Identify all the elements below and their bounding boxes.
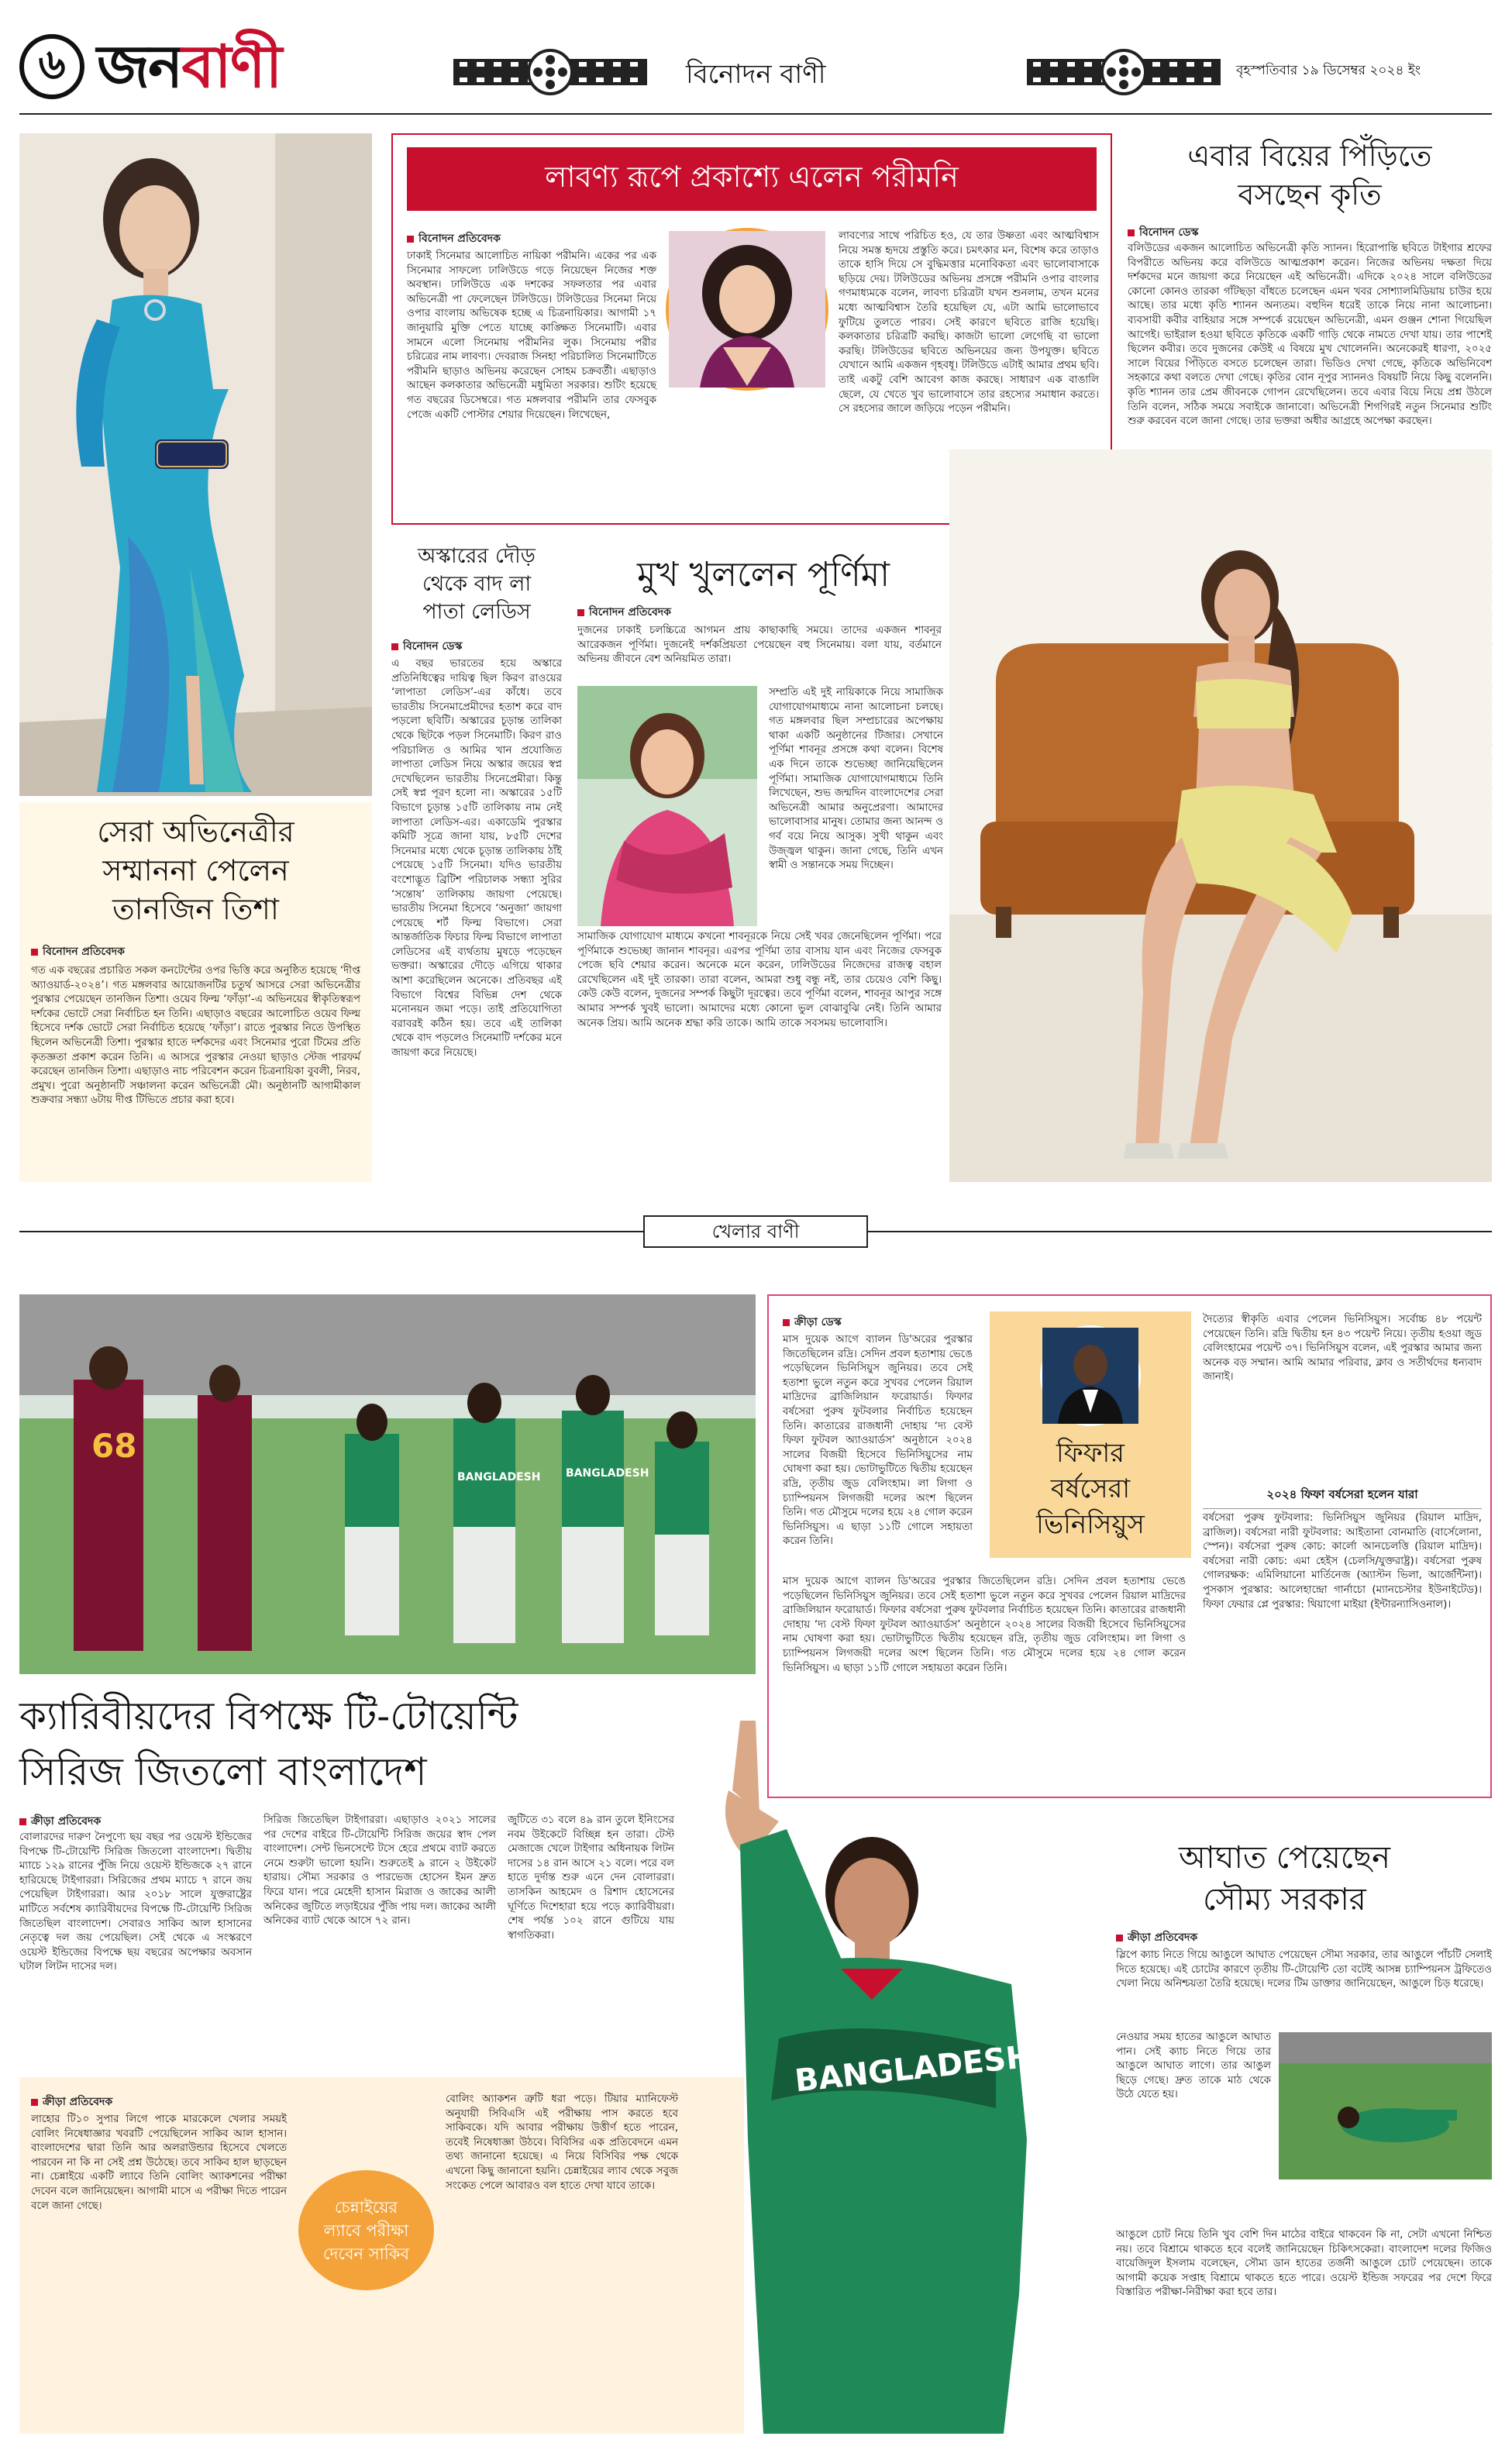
shakib-body-col2: বোলিং অ্যাকশন ত্রুটি ধরা পড়ে। টিয়ার ম্যানিফেস্ট অনুযায়ী সিবিএসি এই পরীক্ষায় পাস করতে হবে সাকিবকে। যদি আবার পরীক্ষায় উত্তীর্ণ হতে পারেন, তবেই নিষেধাজ্ঞা উঠবে। বিবিসির এক প্রতিবেদনে এমন তথ্য জানানো হয়েছে। এ নিয়ে বিসিবির পক্ষ থেকে এখনো কিছু জানানো হয়নি। চেন্নাইয়ের ল্যাব থেকে সবুজ সংকেত পেলে আবারও বল হাতে দেখা যাবে তাকে। bbox=[446, 2093, 678, 2192]
purnima-body-top: দুজনের ঢাকাই চলচ্চিত্রে আগমন প্রায় কাছাকাছি সময়ে। তাদের একজন শাবনূর আরেকজন পূর্ণিমা। দুজনেই দর্শকপ্রিয়তা পেয়েছেন বহু সিনেমায়। বলা যায়, বর্তমানে অভিনয় জীবনে বেশ অনিয়মিত তারা। bbox=[577, 625, 942, 666]
vinicius-list: বর্ষসেরা পুরুষ ফুটবলার: ভিনিসিয়ুস জুনিয়র (রিয়াল মাদ্রিদ, ব্রাজিল)। বর্ষসেরা নারী ফুটবলার: আইতানা বোনমাতি (বার্সেলোনা, স্পেন)। বর্ষসেরা পুরুষ কোচ: কার্লো আনচেলত্তি (রিয়াল মাদ্রিদ)। বর্ষসেরা নারী কোচ: এমা হেইস (চেলসি/যুক্তরাষ্ট্র)। বর্ষসেরা পুরুষ গোলরক্ষক: এমিলিয়ানো মার্তিনেজ (অ্যাস্টন ভিলা, আর্জেন্টিনা)। পুসকাস পুরস্কার: আলেহান্দ্রো গার্নাচো (ম্যানচেস্টার ইউনাইটেড)। ফিফা ফেয়ার প্লে পুরস্কার: থিয়াগো মাইয়া (ইন্টারন্যাসিওনাল)। bbox=[1203, 1512, 1482, 1611]
shakib-jersey-text: BANGLADESH bbox=[793, 2038, 1034, 2100]
shakib-headline-oval bbox=[298, 2170, 434, 2290]
vinicius-box-l3: ভিনিসিয়ুস bbox=[1036, 1509, 1145, 1540]
oscar-headline-l3: পাতা লেডিস bbox=[422, 600, 531, 624]
date-line: বৃহস্পতিবার ১৯ ডিসেম্বর ২০২৪ ইং bbox=[1236, 63, 1421, 78]
cricket-byline: ক্রীড়া প্রতিবেদক bbox=[19, 1812, 101, 1831]
vinicius-byline: ক্রীড়া ডেস্ক bbox=[783, 1313, 842, 1332]
shakib-headline-l3: দেবেন সাকিব bbox=[322, 2244, 410, 2263]
porimoni-body-col1: ঢাকাই সিনেমার আলোচিত নায়িকা পরীমনি। একের পর এক সিনেমার সাফল্যে ঢালিউডে গড়ে নিয়েছেন নিজের শক্ত অবস্থান। ঢালিউডে এক দশকের সফলতার পর এবার অভিনেত্রী পা ফেলেছেন টলিউডে। টলিউডের সিনেমা নিয়ে ওপার বাংলায় অভিষেক হচ্ছে এ চিত্রনায়িকার। আগামী ১৭ জানুয়ারি মুক্তি পেতে যাচ্ছে কাঙ্ক্ষিত সিনেমাটি। এবার সামনে এলো সিনেমায় পরীমনির লুক। সিনেমায় পরীর চরিত্রের নাম লাবণ্য। দেবরাজ সিনহা পরিচালিত সিনেমাটিতে পরীমনি ছাড়াও অভিনয় করেছেন সোহম চক্রবর্তী। এছাড়াও আছেন কলকাতার অভিনেত্রী মধুমিতা সরকার। শুটিং হয়েছে গত বছরের ডিসেম্বরে। গত মঙ্গলবার পরীমনি তার ফেসবুক পেজে একটি পোস্টার শেয়ার দিয়েছেন। লিখেছেন, bbox=[407, 250, 656, 421]
cricket-headline-l2: সিরিজ জিতলো বাংলাদেশ bbox=[19, 1749, 427, 1794]
shakib-headline-l2: ল্যাবে পরীক্ষা bbox=[323, 2221, 409, 2240]
soumya-headline bbox=[1077, 1837, 1492, 1921]
purnima-body-side: সম্প্রতি এই দুই নায়িকাকে নিয়ে সামাজিক যোগাযোগমাধ্যমে নানা আলোচনা চলছে। গত মঙ্গলবার ছিল সম্প্রচারের অপেক্ষায় থাকা একটি অনুষ্ঠানের টিজার। সেখানে পূর্ণিমা শাবনূর প্রসঙ্গে কথা বলেন। বিশেষ এক দিনে তাকে শুভেচ্ছা জানিয়েছিলেন পূর্ণিমা। সামাজিক যোগাযোগমাধ্যমে তিনি লিখেছেন, শুভ জন্মদিন বাংলাদেশের সেরা অভিনেত্রী আমার অনুপ্রেরণা। আমাদের ভালোবাসার মানুষ। তোমার জন্য আনন্দ ও গর্ব বয়ে নিয়ে আসুক। সুখী থাকুন এবং উজ্জ্বল থাকুন। জানা গেছে, তিনি এখন স্বামী ও সন্তানকে সময় দিচ্ছেন। bbox=[769, 687, 943, 872]
tisha-headline-l1: সেরা অভিনেত্রীর bbox=[97, 815, 294, 849]
kriti-body: বলিউডের একজন আলোচিত অভিনেত্রী কৃতি স্যানন। হিরোপান্তি ছবিতে টাইগার শ্রফের বিপরীতে অভিনয় করে বলিউডে আত্মপ্রকাশ করেন। নিজের অভিনয় দক্ষতা দিয়ে দর্শকদের মনে জায়গা করে নিয়েছেন এই অভিনেত্রী। এদিকে ২০২৪ সালে বলিউডের কোনো কোনও তারকা গাঁটছড়া বাঁধতে চলেছেন এমন খবর সোশ্যালমিডিয়ায় চাউর হয়ে আছে। তার মধ্যে কৃতি শ্যানন অন্যতম। বহুদিন ধরেই তাকে নিয়ে নানা আলোচনা। ব্যবসায়ী কবীর বাহিয়ার সঙ্গে সম্পর্কে রয়েছেন অভিনেত্রী, এমন গুঞ্জন শোনা গিয়েছিল আগেই। ভাইরাল হওয়া ছবিতে কৃতিকে একটি গাড়ি থেকে নামতে দেখা যায়। তার পাশেই ছিলেন কবীর। তবে দুজনের কেউই এ বিষয়ে মুখ খোলেননি। অনেকেরই ধারণা, ২০২৫ সালে বিয়ের পিঁড়িতে বসতে চলেছেন তারা। ভিডিও দেখা গেছে, কৃতিকে অভিনিবেশ সহকারে কথা বলতে দেখা গেছে। কৃতির বোন নূপুর স্যাননও বিষয়টি নিয়ে কিছু বলেননি। কৃতি শ্যানন তার প্রেম জীবনকে গোপন রেখেছিলেন। তবে এবার বিয়ে নিয়ে প্রশ্ন উঠলে তিনি বলেন, সঠিক সময়ে সবাইকে জানাবো। অভিনেত্রী শিগগিরই নতুন সিনেমার শুটিং শুরু করবেন বলে জানা গেছে। তার ভক্তরা অধীর আগ্রহে অপেক্ষা করছেন। bbox=[1128, 243, 1492, 428]
cricket-body-col1: বোলারদের দারুণ নৈপুণ্যে ছয় বছর পর ওয়েস্ট ইন্ডিজের বিপক্ষে টি-টোয়েন্টি সিরিজ জিতলো বাংলাদেশ। দ্বিতীয় ম্যাচে ১২৯ রানের পুঁজি নিয়ে ওয়েস্ট ইন্ডিজকে ২৭ রানে হারিয়েছে টাইগাররা। সিরিজের প্রথম ম্যাচে ৭ রানে জয় পেয়েছিল টাইগাররা। আর ২০১৮ সালে যুক্তরাষ্ট্রের মাটিতে সর্বশেষ ক্যারিবীয়দের বিপক্ষে টি-টোয়েন্টি সিরিজ জিতেছিল বাংলাদেশ। সেবারও সাকিব আল হাসানের নেতৃত্বে দল জয় পেয়েছিল। সেই থেকে এ সংস্করণে ওয়েস্ট ইন্ডিজের বিপক্ষে ছয় বছরের অপেক্ষার অবসান ঘটাল লিটন দাসের দল। bbox=[19, 1831, 252, 1973]
porimoni-headline-box bbox=[407, 147, 1097, 211]
vinicius-subhead: ২০২৪ ফিফা বর্ষসেরা হলেন যারা bbox=[1203, 1486, 1482, 1509]
film-reel-icon bbox=[453, 45, 647, 99]
sports-section-label: খেলার বাণী bbox=[643, 1215, 868, 1248]
logo-text bbox=[97, 29, 281, 104]
soumya-body-top: স্লিপে ক্যাচ নিতে গিয়ে আঙুলে আঘাত পেয়েছেন সৌম্য সরকার, তার আঙুলে পাঁচটি সেলাই দিতে হয়েছে। এই চোটের কারণে তৃতীয় টি-টোয়েন্টি তো বটেই আসন্ন চ্যাম্পিয়নস ট্রফিতেও খেলা নিয়ে অনিশ্চয়তা তৈরি হয়েছে। দলের টিম ডাক্তার জানিয়েছেন, আঙুলে চিড় ধরেছে। bbox=[1116, 1949, 1492, 1990]
oscar-byline: বিনোদন ডেস্ক bbox=[391, 637, 463, 656]
purnima-body-bottom: সামাজিক যোগাযোগ মাধ্যমে কখনো শাবনূরকে নিয়ে সেই খবর জেনেছিলেন পূর্ণিমা। পরে পূর্ণিমাকে শুভেচ্ছা জানান শাবনূর। এরপর পূর্ণিমা তার বাসায় যান এবং নিজের ফেসবুক পেজে ছবি শেয়ার করেন। অনেকে মনে করেন, ঢালিউডের নিজেদের রাজত্ব বহাল রেখেছিলেন এই দুই তারকা। তারা বলেন, আমরা শুধু বন্ধু নই, তার চেয়েও বেশি কিছু। কেউ কেউ বলেন, দুজনের সম্পর্ক কিছুটা দূরত্বের। তবে পূর্ণিমা বলেন, শাবনূর আপুর সঙ্গে আমার সম্পর্ক খুবই ভালো। আমাদের মধ্যে কোনো ভুল বোঝাবুঝি নেই। তিনি আমার অনেক প্রিয়। আমি অনেক শ্রদ্ধা করি তাকে। আমি তাকে সবসময় ভালোবাসি। bbox=[577, 931, 942, 1029]
cricket-photo bbox=[19, 1294, 756, 1674]
vinicius-photo bbox=[1040, 1325, 1141, 1426]
soumya-headline-l2: সৌম্য সরকার bbox=[1203, 1882, 1366, 1918]
shakib-headline-l1: চেন্নাইয়ের bbox=[334, 2197, 398, 2217]
oscar-headline-l1: অস্কারের দৌড় bbox=[418, 544, 536, 568]
kriti-byline: বিনোদন ডেস্ক bbox=[1128, 223, 1199, 242]
tisha-headline bbox=[27, 812, 364, 929]
kriti-headline bbox=[1128, 136, 1492, 214]
soumya-headline-l1: আঘাত পেয়েছেন bbox=[1179, 1840, 1390, 1876]
logo-text-b: বাণী bbox=[181, 32, 281, 101]
logo-text-a: জন bbox=[97, 32, 182, 101]
kriti-headline-l1: এবার বিয়ের পিঁড়িতে bbox=[1187, 139, 1432, 173]
porimoni-headline: লাবণ্য রূপে প্রকাশ্যে এলেন পরীমনি bbox=[545, 160, 959, 194]
vinicius-box-l1: ফিফার bbox=[1056, 1438, 1125, 1469]
tisha-photo bbox=[19, 133, 372, 796]
wi-shirt-number: 68 bbox=[91, 1427, 137, 1465]
oscar-headline bbox=[391, 543, 562, 626]
cricket-headline-l1: ক্যারিবীয়দের বিপক্ষে টি-টোয়েন্টি bbox=[19, 1694, 518, 1738]
bd-jersey-text-2: BANGLADESH bbox=[566, 1467, 649, 1480]
soumya-body-bottom: আঙুলে চোট নিয়ে তিনি খুব বেশি দিন মাঠের বাইরে থাকবেন কি না, সেটা এখনো নিশ্চিত নয়। তবে বিশ্রামে থাকতে হবে বলেই জানিয়েছেন চিকিৎসকেরা। বাংলাদেশ দলের ফিজিও বায়েজিদুল ইসলাম বলেছেন, সৌম্য ডান হাতের তর্জনী আঙুলে চোট পেয়েছেন। তাকে আগামী কয়েক সপ্তাহ বিশ্রামে থাকতে হতে পারে। ওয়েস্ট ইন্ডিজ সফরের পর দেশে ফিরে বিস্তারিত পরীক্ষা-নিরীক্ষা করা হবে তার। bbox=[1116, 2229, 1492, 2299]
cricket-body-col3: জুটিতে ৩১ বলে ৪৯ রান তুলে ইনিংসের নবম উইকেটে বিচ্ছিন্ন হন তারা। টেস্ট মেজাজে খেলে টাইগার অধিনায়ক লিটন দাসের ১৪ রান আসে ২১ বলে। পরে বল হাতে দুর্দান্ত শুরু এনে দেন বোলাররা। তাসকিন আহমেদ ও রিশাদ হোসেনের ঘূর্ণিতে দিশেহারা হয়ে পড়ে ক্যারিবীয়রা। শেষ পর্যন্ত ১০২ রানে গুটিয়ে যায় স্বাগতিকরা। bbox=[508, 1814, 674, 1942]
masthead bbox=[19, 22, 1492, 115]
vinicius-body-col1b: মাস দুয়েক আগে ব্যালন ডি'অরের পুরস্কার জিতেছিলেন রদ্রি। সেদিন প্রবল হতাশায় ভেঙে পড়েছিলেন ভিনিসিয়ুস জুনিয়র। তবে সেই হতাশা ভুলে নতুন করে সুখবর পেলেন রিয়াল মাদ্রিদের ব্রাজিলিয়ান ফরোয়ার্ড। ফিফার বর্ষসেরা পুরুষ ফুটবলার নির্বাচিত হয়েছেন তিনি। কাতারের রাজধানী দোহায় ‘দ্য বেস্ট ফিফা ফুটবল অ্যাওয়ার্ডস’ অনুষ্ঠানে ২০২৪ সালের বিজয়ী হিসেবে ভিনিসিয়ুসের নাম ঘোষণা করা হয়। ভোটাভুটিতে দ্বিতীয় হয়েছেন রদ্রি, তৃতীয় জুড বেলিংহাম। লা লিগা ও চ্যাম্পিয়নস লিগজয়ী দলের অংশ ছিলেন তিনি। গত মৌসুমে দলের হয়ে ২৪ গোল করেন ভিনিসিয়ুস। এ ছাড়া ১১টি গোলে সহায়তা করেন তিনি। bbox=[783, 1575, 1186, 1792]
soumya-photo bbox=[1279, 2032, 1492, 2179]
vinicius-body-col2: দৈত্যের স্বীকৃতি এবার পেলেন ভিনিসিয়ুস। সর্বোচ্চ ৪৮ পয়েন্ট পেয়েছেন তিনি। রদ্রি দ্বিতীয় হন ৪৩ পয়েন্ট নিয়ে। তৃতীয় হওয়া জুড বেলিংহামের পয়েন্ট ৩৭। ভিনিসিয়ুস বলেন, এই পুরস্কার আমার জন্য অনেক বড় সম্মান। আমি আমার পরিবার, ক্লাব ও সতীর্থদের ধন্যবাদ জানাই। bbox=[1203, 1314, 1482, 1383]
kriti-photo bbox=[949, 450, 1492, 1182]
logo-mark: ৬ bbox=[19, 34, 84, 99]
bd-jersey-text: BANGLADESH bbox=[457, 1471, 541, 1483]
porimoni-photo bbox=[666, 228, 828, 391]
porimoni-byline: বিনোদন প্রতিবেদক bbox=[407, 229, 501, 248]
oscar-headline-l2: থেকে বাদ লা bbox=[422, 572, 532, 596]
porimoni-body-col2: লাবণ্যের সাথে পরিচিত হও, যে তার উষ্ণতা এবং আত্মবিশ্বাস নিয়ে সমস্ত হৃদয়ে প্রস্তুতি করে। চমৎকার মন, বিশেষ করে তাড়াও তাকে হাসি দিয়ে সে বুদ্ধিমত্তার মনোবিকতা এবং ভালোবাসাকে ছড়িয়ে দেয়। টলিউডের অভিনয় প্রসঙ্গে পরীমনি ওপার বাংলার গণমাধ্যমকে বলেন, লাবণ্য চরিত্রটা যখন শুনলাম, তখন মনের মধ্যে আত্মবিশ্বাস তৈরি হয়েছিল যে, এটা আমি ভালোভাবে ফুটিয়ে তুলতে পারব। সেই কারণে ছবিতে রাজি হয়েছি। কলকাতার চরিত্রটি করছি। কাজটা ভালো লেগেছি বা ভালো করছি। টলিউডের ছবিতে অভিনয়ের জন্য উপযুক্ত। ছবিতে যেখানে আমি একজন গৃহবধূ। টলিউডে এটাই আমার প্রথম ছবি। তাই একটু বেশি আবেগ কাজ করছে। সাধারণ এক বাঙালি ছেলে, যে খেতে খুব ভালোবাসে তার রহস্যের সমাধান করতে। সে রহস্যের জালে জড়িয়ে পড়েন পরীমনি। bbox=[839, 230, 1099, 415]
purnima-headline: মুখ খুললেন পূর্ণিমা bbox=[637, 555, 890, 594]
tisha-headline-l2: সম্মাননা পেলেন bbox=[102, 853, 289, 887]
tisha-byline: বিনোদন প্রতিবেদক bbox=[31, 942, 125, 961]
vinicius-box-headline bbox=[990, 1435, 1191, 1542]
vinicius-body-col1: মাস দুয়েক আগে ব্যালন ডি'অরের পুরস্কার জিতেছিলেন রদ্রি। সেদিন প্রবল হতাশায় ভেঙে পড়েছিলেন ভিনিসিয়ুস জুনিয়র। তবে সেই হতাশা ভুলে নতুন করে সুখবর পেলেন রিয়াল মাদ্রিদের ব্রাজিলিয়ান ফরোয়ার্ড। ফিফার বর্ষসেরা পুরুষ ফুটবলার নির্বাচিত হয়েছেন তিনি। কাতারের রাজধানী দোহায় ‘দ্য বেস্ট ফিফা ফুটবল অ্যাওয়ার্ডস’ অনুষ্ঠানে ২০২৪ সালের বিজয়ী হিসেবে ভিনিসিয়ুসের নাম ঘোষণা করা হয়। ভোটাভুটিতে দ্বিতীয় হয়েছেন রদ্রি, তৃতীয় জুড বেলিংহাম। লা লিগা ও চ্যাম্পিয়নস লিগজয়ী দলের অংশ ছিলেন তিনি। গত মৌসুমে দলের হয়ে ২৪ গোল করেন ভিনিসিয়ুস। এ ছাড়া ১১টি গোলে সহায়তা করেন তিনি। bbox=[783, 1334, 973, 1548]
logo bbox=[19, 29, 407, 107]
soumya-body-side: নেওয়ার সময় হাতের আঙুলে আঘাত পান। সেই ক্যাচ নিতে গিয়ে তার আঙুলে আঘাত লাগে। তার আঙুল ছিড়ে গেছে। দ্রুত তাকে মাঠ থেকে উঠে যেতে হয়। bbox=[1116, 2031, 1271, 2101]
section-title: বিনোদন বাণী bbox=[686, 59, 826, 90]
vinicius-box-l2: বর্ষসেরা bbox=[1050, 1473, 1131, 1504]
cricket-headline bbox=[19, 1688, 717, 1800]
tisha-body: গত এক বছরের প্রচারিত সকল কনটেন্টের ওপর ভিত্তি করে অনুষ্ঠিত হয়েছে ‘দীপ্ত অ্যাওয়ার্ড-২০২৪’। গত মঙ্গলবার আয়োজনটির চতুর্থ আসরে সেরা অভিনেত্রীর পুরস্কার পেয়েছেন তানজিন তিশা। ওয়েব ফিল্ম ‘ফাঁড়া’-এ অভিনয়ের স্বীকৃতিস্বরূপ দর্শকের ভোটে সেরা নির্বাচিত হন তিনি। এছাড়াও বছরের আলোচিত ওয়েব ফিল্ম হিসেবে দর্শক ভোটে সেরা নির্বাচিত হয়েছে ‘ফাঁড়া’। রাতে পুরস্কার নিতে উপস্থিত ছিলেন অভিনেত্রী তিশা। পুরস্কার হাতে দর্শকদের এবং সিনেমার পুরো টিমের প্রতি কৃতজ্ঞতা প্রকাশ করেন তিনি। এ আসরে পুরস্কার নেওয়া ছাড়াও স্টেজ পারফর্ম করেছেন তানজিন তিশা। এছাড়াও নাচ পরিবেশন করেন চিত্রনায়িকা বুবলী, নিরব, প্রমুখ। পুরো অনুষ্ঠানটি সঞ্চালনা করেন অভিনেত্রী মৌ। অনুষ্ঠানটি আগামীকাল শুক্রবার সন্ধ্যা ৬টায় দীপ্ত টিভিতে প্রচার করা হবে। bbox=[31, 965, 360, 1107]
purnima-photo bbox=[577, 686, 757, 926]
shakib-byline: ক্রীড়া প্রতিবেদক bbox=[31, 2093, 112, 2111]
vinicius-feature-box bbox=[990, 1311, 1191, 1558]
kriti-headline-l2: বসছেন কৃতি bbox=[1238, 177, 1382, 212]
cricket-body-col2: সিরিজ জিতেছিল টাইগাররা। এছাড়াও ২০২১ সালের পর দেশের বাইরে টি-টোয়েন্টি সিরিজ জয়ের স্বাদ পেল বাংলাদেশ। সেন্ট ভিনসেন্টে টসে হেরে প্রথমে ব্যাট করতে নেমে শুরুটা ভালো হয়নি। শুরুতেই ৯ রানে ২ উইকেট হারায়। সৌম্য সরকার ও পারভেজ হোসেন ইমন দ্রুত ফিরে যান। পরে মেহেদী হাসান মিরাজ ও জাকের আলী অনিকের জুটিতে লড়াইয়ের পুঁজি পায় দল। জাকের আলী অনিকের ব্যাট থেকে আসে ৭২ রান। bbox=[263, 1814, 496, 1928]
soumya-byline: ক্রীড়া প্রতিবেদক bbox=[1116, 1928, 1197, 1947]
purnima-byline: বিনোদন প্রতিবেদক bbox=[577, 603, 671, 622]
film-reel-icon bbox=[1027, 45, 1221, 99]
tisha-headline-l3: তানজিন তিশা bbox=[112, 892, 279, 926]
oscar-body: এ বছর ভারতের হয়ে অস্কারে প্রতিনিধিত্বের দায়িত্ব ছিল কিরণ রাওয়ের ‘লাপাতা লেডিস’-এর কাঁধে। তবে ভারতীয় সিনেমাপ্রেমীদের হতাশ করে বাদ পড়লো ছবিটি। অস্কারের চূড়ান্ত তালিকা থেকে ছিটকে পড়ল সিনেমাটি। কিরণ রাও পরিচালিত ও আমির খান প্রযোজিত লাপাতা লেডিস নিয়ে অস্কার জয়ের স্বপ্ন দেখেছিলেন ভারতীয় সিনেপ্রেমীরা। কিন্তু সেই স্বপ্ন পূরণ হলো না। অস্কারের ১৫টি বিভাগে চূড়ান্ত ১৫টি তালিকায় নাম নেই লাপাতা লেডিস-এর। একাডেমি পুরস্কার কমিটি সূত্রে জানা যায়, ৮৫টি দেশের সিনেমার মধ্যে থেকে চূড়ান্ত তালিকায় ঠাঁই পেয়েছে ১৫টি সিনেমা। যদিও ভারতীয় বংশোদ্ভূত ব্রিটিশ পরিচালক সন্ধ্যা সুরির ‘সন্তোষ’ তালিকায় জায়গা পেয়েছে। ভারতীয় সিনেমা হিসেবে ‘অনুজা’ জায়গা পেয়েছে শর্ট ফিল্ম বিভাগে। সেরা আন্তর্জাতিক ফিচার ফিল্ম বিভাগে লাপাতা লেডিসের এই ব্যর্থতায় মুষড়ে পড়েছেন ভক্তরা। অস্কারের দৌড়ে এগিয়ে থাকার আশা করেছিলেন অনেকে। প্রতিবছর এই বিভাগে বিশ্বের বিভিন্ন দেশ থেকে মনোনয়ন জমা পড়ে। তাই প্রতিযোগিতা বরাবরই কঠিন হয়। তবে এই তালিকা থেকে বাদ পড়লেও সিনেমাটি দর্শকের মনে জায়গা করে নিয়েছে। bbox=[391, 658, 562, 1060]
shakib-body-col1: লাহোর টি১০ সুপার লিগে পাকে মারকেলে খেলার সময়ই বোলিং নিষেধাজ্ঞার খবরটি পেয়েছিলেন সাকিব আল হাসান। বাংলাদেশের দ্বারা তিনি আর অলরাউন্ডার হিসেবে খেলতে পারবেন না কি না সেই প্রশ্ন উঠেছে। তবে সাকিব হাল ছাড়ছেন না। চেন্নাইয়ে একটি ল্যাবে তিনি বোলিং অ্যাকশনের পরীক্ষা দেবেন বলে জানিয়েছেন। আগামী মাসে এ পরীক্ষা দিতে পারেন বলে জানা গেছে। bbox=[31, 2114, 287, 2212]
